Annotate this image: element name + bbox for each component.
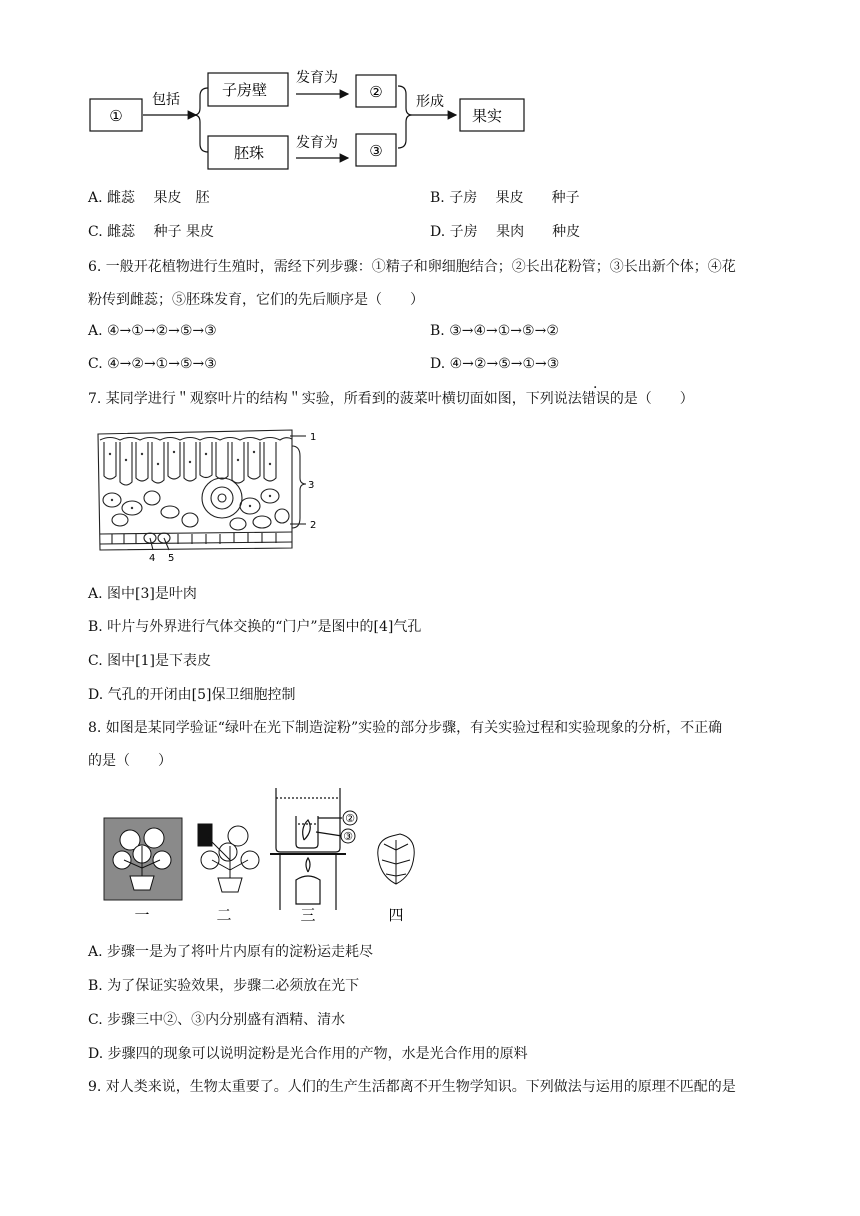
fruit-label: 果实 <box>472 107 503 125</box>
right-brace <box>398 86 412 148</box>
q5-option-a: A. 雌蕊 果皮 胚 <box>88 190 210 206</box>
q6-option-b: B. ③→④→①→⑤→② <box>430 323 559 339</box>
leaf-label-3: 3 <box>308 480 315 491</box>
q7-option-c: C. 图中[1]是下表皮 <box>88 653 211 669</box>
box-2-label: ② <box>369 83 383 101</box>
q5-option-b: B. 子房 果皮 种子 <box>430 190 580 206</box>
q5-option-c: C. 雌蕊 种子 果皮 <box>88 224 215 240</box>
step-label-1: 一 <box>134 906 150 924</box>
q6-stem-line2: 粉传到雌蕊；⑤胚珠发育，它们的先后顺序是（ ） <box>88 292 424 308</box>
q6-option-d: D. ④→②→⑤→①→③ <box>430 356 560 372</box>
q8-option-d: D. 步骤四的现象可以说明淀粉是光合作用的产物，水是光合作用的原料 <box>88 1046 528 1062</box>
q7-stem-emph: 错误 <box>581 391 610 407</box>
develop-label-1: 发育为 <box>296 70 338 86</box>
q6-option-c: C. ④→②→①→⑤→③ <box>88 356 217 372</box>
mark-3: ③ <box>343 830 353 843</box>
starch-experiment-figure <box>0 780 460 930</box>
q9-stem-line1: 9. 对人类来说，生物太重要了。人们的生产生活都离不开生物学知识。下列做法与运用的原理不匹配的是 <box>88 1079 736 1095</box>
q7-stem-pre: 7. 某同学进行＂观察叶片的结构＂实验，所看到的菠菜叶横切面如图，下列说法 <box>88 391 582 407</box>
q7-stem <box>88 388 694 408</box>
develop-label-2: 发育为 <box>296 135 338 151</box>
q7-option-b: B. 叶片与外界进行气体交换的“门户”是图中的[4]气孔 <box>88 619 422 635</box>
ovary-wall-label: 子房壁 <box>222 81 268 99</box>
include-label: 包括 <box>152 92 180 108</box>
form-label: 形成 <box>416 94 444 110</box>
start-label: ① <box>109 107 123 125</box>
q8-stem-line1: 8. 如图是某同学验证“绿叶在光下制造淀粉”实验的部分步骤，有关实验过程和实验现象的分析，不正确 <box>88 720 723 736</box>
q7-stem-post: 的是（ ） <box>609 391 694 407</box>
step2-plant <box>198 824 259 892</box>
step4-leaf <box>378 834 414 884</box>
q8-option-b: B. 为了保证实验效果，步骤二必须放在光下 <box>88 978 360 994</box>
q5-option-d: D. 子房 果肉 种皮 <box>430 224 581 240</box>
step-label-2: 二 <box>216 906 232 924</box>
q6-stem-line1: 6. 一般开花植物进行生殖时，需经下列步骤：①精子和卵细胞结合；②长出花粉管；③长出新个体；④花 <box>88 259 736 275</box>
q6-option-a: A. ④→①→②→⑤→③ <box>88 323 217 339</box>
box-3-label: ③ <box>369 142 383 160</box>
q7-option-d: D. 气孔的开闭由[5]保卫细胞控制 <box>88 687 296 703</box>
leaf-label-2: 2 <box>310 520 317 531</box>
mark-2: ② <box>345 812 355 825</box>
q8-stem-line2: 的是（ ） <box>88 753 172 769</box>
leaf-label-1: 1 <box>310 432 317 443</box>
q8-option-a: A. 步骤一是为了将叶片内原有的淀粉运走耗尽 <box>88 944 374 960</box>
left-brace <box>194 88 208 152</box>
flower-fruit-diagram <box>0 0 860 180</box>
leaf-label-5: 5 <box>168 553 175 564</box>
step-label-3: 三 <box>300 906 316 924</box>
q7-option-a: A. 图中[3]是叶肉 <box>88 586 197 602</box>
leaf-cross-section-figure <box>0 420 340 570</box>
step-label-4: 四 <box>388 906 404 924</box>
ovule-label: 胚珠 <box>234 144 265 162</box>
step3-water-bath <box>270 788 346 910</box>
q8-option-c: C. 步骤三中②、③内分别盛有酒精、清水 <box>88 1012 346 1028</box>
leaf-label-4: 4 <box>149 553 156 564</box>
